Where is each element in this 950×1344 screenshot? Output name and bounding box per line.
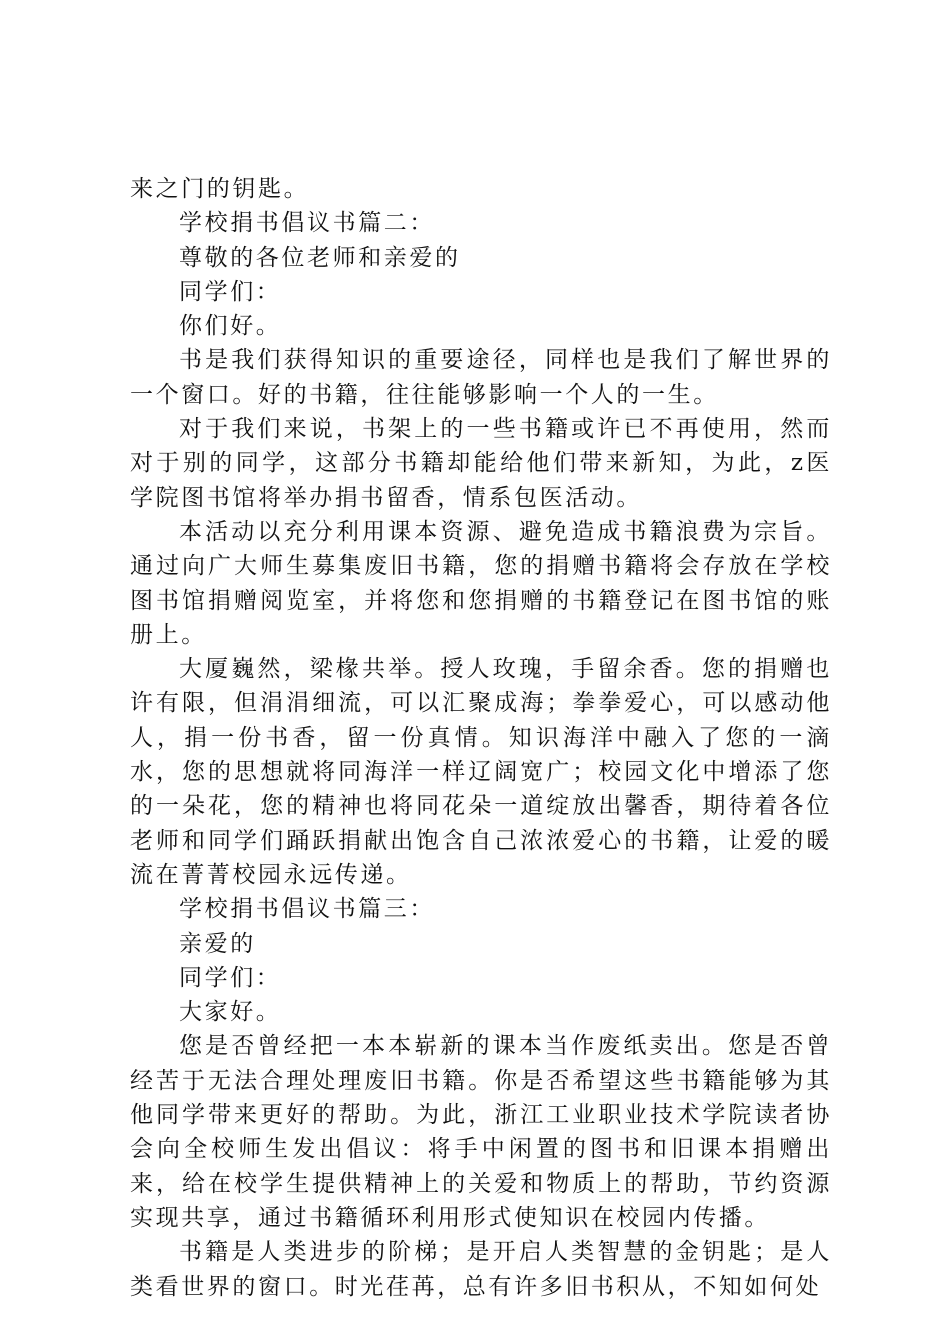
greeting: 大家好。	[179, 999, 282, 1026]
paragraph: 您是否曾经把一本本崭新的课本当作废纸卖出。您是否曾经苦于无法合理处理废旧书籍。你是否希望这些书籍能够为其他同学带来更好的帮助。为此，浙江工业职业技术学院读者协会向全校师生发出倡议：将手中闲置的图书和旧课本捐赠出来，给在校学生提供精神上的关爱和物质上的帮助，节约资源实现共享，通过书籍循环利用形式使知识在校园内传播。	[130, 1033, 832, 1231]
paragraph: 来之门的钥匙。	[130, 176, 310, 202]
paragraph: 书籍是人类进步的阶梯；是开启人类智慧的金钥匙；是人类看世界的窗口。时光荏苒，总有许多旧书积从，不知如何处	[130, 1239, 832, 1300]
greeting: 你们好。	[179, 313, 282, 340]
paragraph: 本活动以充分利用课本资源、避免造成书籍浪费为宗旨。通过向广大师生募集废旧书籍，您的捐赠书籍将会存放在学校图书馆捐赠阅览室，并将您和您捐赠的书籍登记在图书馆的账册上。	[130, 518, 832, 648]
document-body	[130, 172, 832, 1304]
paragraph: 大厦巍然，梁椽共举。授人玫瑰，手留余香。您的捐赠也许有限，但涓涓细流，可以汇聚成海；拳拳爱心，可以感动他人，捐一份书香，留一份真情。知识海洋中融入了您的一滴水，您的思想就将同海洋一样辽阔宽广；校园文化中增添了您的一朵花，您的精神也将同花朵一道绽放出馨香，期待着各位老师和同学们踊跃捐献出饱含自己浓浓爱心的书籍，让爱的暖流在菁菁校园永远传递。	[130, 656, 832, 888]
section-heading: 学校捐书倡议书篇二：	[179, 210, 435, 237]
section-heading: 学校捐书倡议书篇三：	[179, 896, 435, 923]
paragraph: 书是我们获得知识的重要途径，同样也是我们了解世界的一个窗口。好的书籍，往往能够影响一个人的一生。	[130, 347, 832, 408]
salutation: 尊敬的各位老师和亲爱的	[179, 244, 461, 271]
salutation: 同学们：	[179, 278, 282, 305]
paragraph: 对于我们来说，书架上的一些书籍或许已不再使用，然而对于别的同学，这部分书籍却能给他们带来新知，为此，z医学院图书馆将举办捐书留香，情系包医活动。	[130, 416, 832, 511]
salutation: 亲爱的	[179, 930, 256, 957]
salutation: 同学们：	[179, 964, 282, 991]
